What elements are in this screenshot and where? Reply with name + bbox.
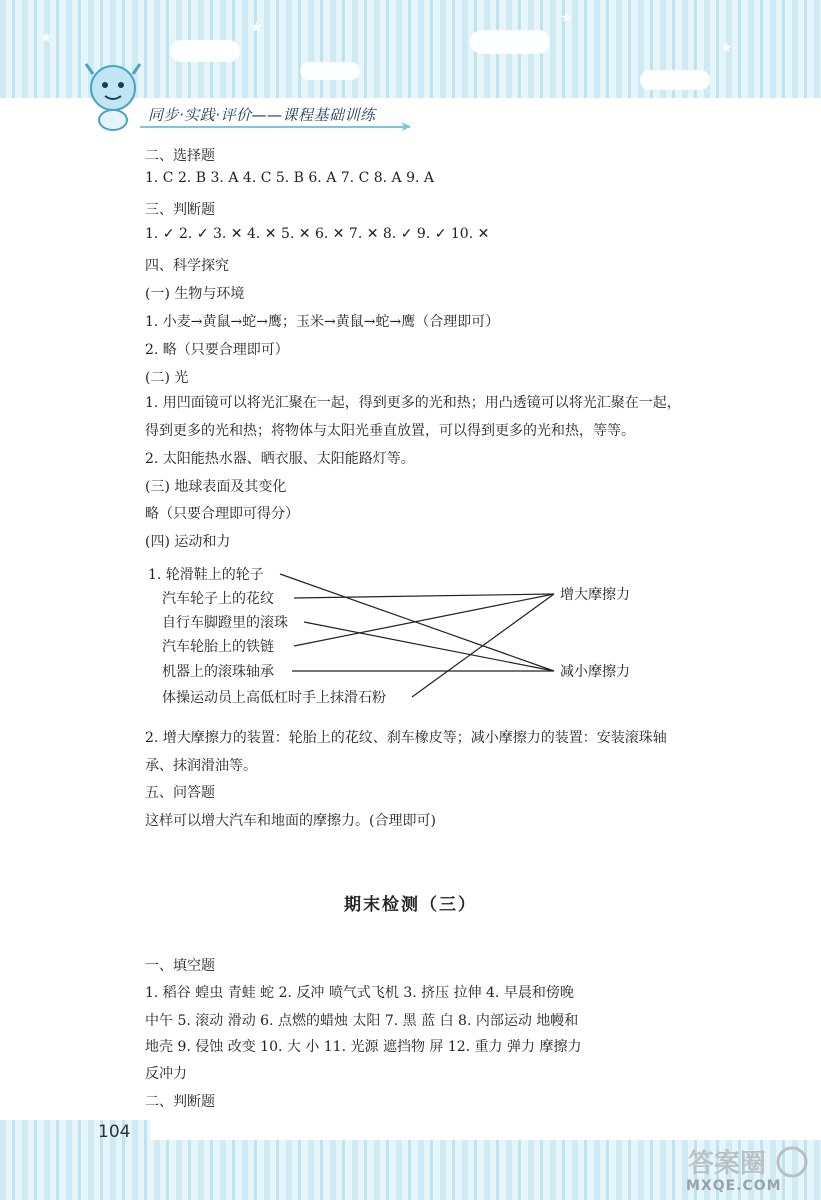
- text-line: 2. 太阳能热水器、晒衣服、太阳能路灯等。: [145, 451, 415, 467]
- text-line: 一、填空题: [145, 958, 215, 974]
- cloud-decoration: [640, 70, 710, 90]
- page-number: 104: [98, 1122, 131, 1142]
- header-divider: [140, 126, 410, 128]
- matching-connector: [304, 622, 554, 671]
- matching-left-item: 体操运动员上高低杠时手上抹滑石粉: [162, 690, 386, 706]
- svg-text:答案圈: 答案圈: [688, 1149, 767, 1179]
- text-line: 2. 略（只要合理即可）: [145, 342, 289, 358]
- text-line: (一) 生物与环境: [145, 286, 245, 302]
- text-line: (三) 地球表面及其变化: [145, 479, 287, 495]
- text-line: 承、抹润滑油等。: [145, 758, 257, 774]
- text-line: 五、问答题: [145, 785, 215, 801]
- matching-connector: [294, 594, 554, 646]
- text-line: 1. 稻谷 蝗虫 青蛙 蛇 2. 反冲 喷气式飞机 3. 挤压 拉伸 4. 早晨和傍晚: [145, 985, 574, 1001]
- arrow-right-icon: ➤: [400, 119, 412, 135]
- text-line: 1. C 2. B 3. A 4. C 5. B 6. A 7. C 8. A 9. A: [145, 170, 435, 186]
- matching-connector: [294, 594, 554, 598]
- text-line: 三、判断题: [145, 202, 215, 218]
- star-icon: ★: [720, 40, 733, 56]
- matching-left-item: 机器上的滚珠轴承: [162, 664, 274, 680]
- text-line: 1. 用凹面镜可以将光汇聚在一起，得到更多的光和热；用凸透镜可以将光汇聚在一起，: [145, 395, 681, 411]
- matching-left-item: 自行车脚蹬里的滚珠: [162, 615, 288, 631]
- text-line: (四) 运动和力: [145, 534, 231, 550]
- watermark-text: MXQE.COM: [686, 1178, 782, 1194]
- matching-right-item: 增大摩擦力: [560, 587, 630, 603]
- text-line: 略（只要合理即可得分）: [145, 506, 299, 522]
- text-line: 四、科学探究: [145, 258, 229, 274]
- star-icon: ★: [40, 30, 53, 46]
- section-title: 期末检测（三）: [344, 895, 477, 915]
- text-line: 1. 小麦→黄鼠→蛇→鹰；玉米→黄鼠→蛇→鹰（合理即可）: [145, 314, 500, 330]
- matching-connector: [412, 594, 554, 697]
- text-line: 反冲力: [145, 1066, 187, 1082]
- matching-left-item: 1. 轮滑鞋上的轮子: [148, 567, 264, 583]
- text-line: (二) 光: [145, 370, 189, 386]
- star-icon: ★: [250, 20, 263, 36]
- header-title: 同步·实践·评价——课程基础训练: [148, 106, 376, 124]
- cloud-decoration: [470, 30, 550, 54]
- matching-left-item: 汽车轮子上的花纹: [162, 591, 274, 607]
- text-line: 2. 增大摩擦力的装置：轮胎上的花纹、刹车橡皮等；减小摩擦力的装置：安装滚珠轴: [145, 730, 667, 746]
- footer-strip: [150, 1120, 821, 1140]
- text-line: 二、选择题: [145, 148, 215, 164]
- mascot-icon: [78, 60, 148, 132]
- cloud-decoration: [170, 40, 240, 62]
- cloud-decoration: [300, 62, 360, 80]
- text-line: 地壳 9. 侵蚀 改变 10. 大 小 11. 光源 遮挡物 屏 12. 重力 弹力 摩擦力: [145, 1039, 582, 1055]
- text-line: 中午 5. 滚动 滑动 6. 点燃的蜡烛 太阳 7. 黑 蓝 白 8. 内部运动 地幔和: [145, 1013, 579, 1029]
- text-line: 这样可以增大汽车和地面的摩擦力。(合理即可): [145, 813, 436, 829]
- matching-left-item: 汽车轮胎上的铁链: [162, 639, 274, 655]
- matching-connector: [280, 574, 554, 671]
- star-icon: ★: [560, 10, 573, 26]
- text-line: 得到更多的光和热；将物体与太阳光垂直放置，可以得到更多的光和热，等等。: [145, 423, 635, 439]
- matching-diagram: [140, 560, 660, 710]
- matching-right-item: 减小摩擦力: [560, 664, 630, 680]
- text-line: 1. ✓ 2. ✓ 3. ✕ 4. ✕ 5. ✕ 6. ✕ 7. ✕ 8. ✓ 9. ✓ 10. ✕: [145, 226, 490, 242]
- text-line: 二、判断题: [145, 1094, 215, 1110]
